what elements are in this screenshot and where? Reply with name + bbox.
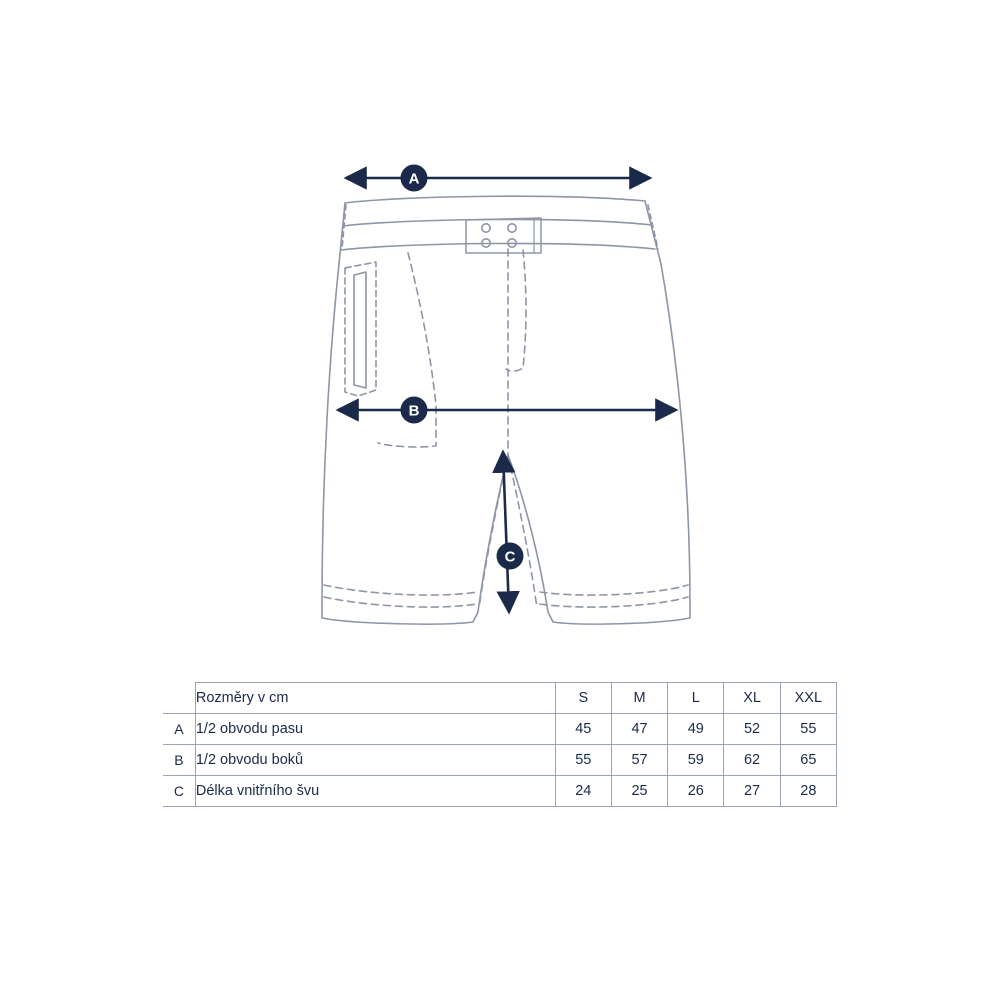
table-header-row — [163, 683, 837, 714]
row-letter-b: B — [163, 745, 195, 776]
row-a-value-xl: 52 — [724, 714, 780, 745]
row-c-value-xxl: 28 — [780, 776, 836, 807]
row-b-value-xl: 62 — [724, 745, 780, 776]
row-c-value-l: 26 — [668, 776, 724, 807]
row-a-value-l: 49 — [668, 714, 724, 745]
table-row — [163, 745, 837, 776]
row-a-value-s: 45 — [555, 714, 611, 745]
row-b-value-m: 57 — [611, 745, 667, 776]
table-row — [163, 776, 837, 807]
size-table — [163, 682, 837, 807]
row-description-a: 1/2 obvodu pasu — [195, 714, 555, 745]
row-description-b: 1/2 obvodu boků — [195, 745, 555, 776]
table-header-description: Rozměry v cm — [195, 683, 555, 714]
marker-a-label: A — [408, 170, 420, 188]
row-letter-a: A — [163, 714, 195, 745]
table-corner-cell — [163, 683, 195, 714]
row-c-value-m: 25 — [611, 776, 667, 807]
measurement-line-a — [346, 165, 650, 192]
row-b-value-xxl: 65 — [780, 745, 836, 776]
row-letter-c: C — [163, 776, 195, 807]
table-header-size-xxl: XXL — [780, 683, 836, 714]
table-row — [163, 714, 837, 745]
marker-c-label: C — [504, 548, 516, 566]
row-b-value-l: 59 — [668, 745, 724, 776]
table-header-size-s: S — [555, 683, 611, 714]
row-b-value-s: 55 — [555, 745, 611, 776]
row-description-c: Délka vnitřního švu — [195, 776, 555, 807]
table-header-size-m: M — [611, 683, 667, 714]
table-header-size-l: L — [668, 683, 724, 714]
measurement-line-c — [497, 452, 524, 612]
row-c-value-xl: 27 — [724, 776, 780, 807]
measurement-line-b — [338, 397, 676, 424]
table-header-size-xl: XL — [724, 683, 780, 714]
marker-b-label: B — [408, 402, 420, 420]
row-c-value-s: 24 — [555, 776, 611, 807]
row-a-value-xxl: 55 — [780, 714, 836, 745]
row-a-value-m: 47 — [611, 714, 667, 745]
